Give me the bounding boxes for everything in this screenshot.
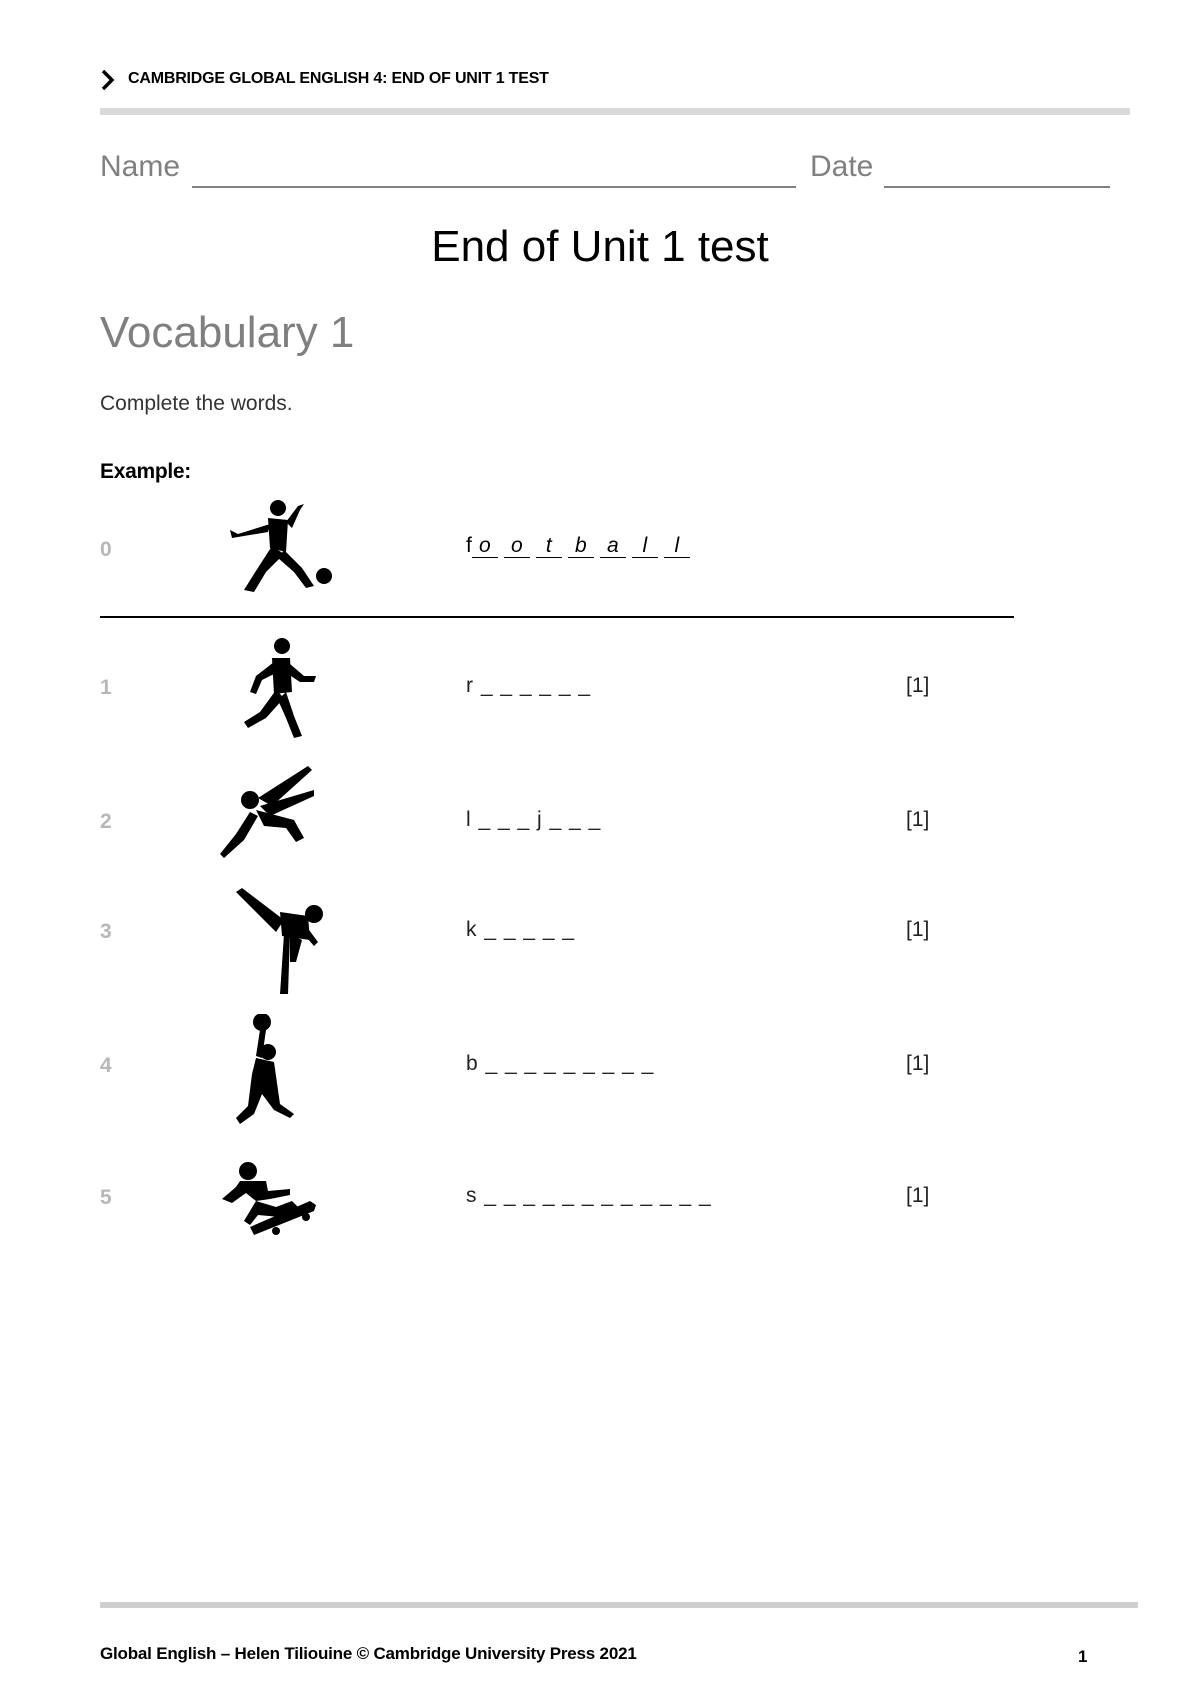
marks-label: [1]: [906, 808, 930, 831]
chevron-right-icon: [100, 68, 116, 92]
question-row: [100, 760, 1000, 880]
example-answer-letter: o: [472, 535, 498, 558]
page-title: End of Unit 1 test: [431, 222, 769, 271]
example-row: [100, 494, 1000, 614]
long-jumper-icon: [210, 760, 340, 880]
footer-divider: [100, 1602, 1138, 1608]
word-prompt[interactable]: b _ _ _ _ _ _ _ _ _: [466, 1052, 655, 1075]
name-field[interactable]: [192, 186, 796, 188]
header-title: CAMBRIDGE GLOBAL ENGLISH 4: END OF UNIT 1 TEST: [128, 70, 549, 87]
example-answer: [466, 534, 696, 558]
word-prompt[interactable]: k _ _ _ _ _: [466, 918, 576, 941]
skateboarder-icon: [210, 1146, 340, 1266]
student-fields: [100, 150, 1110, 190]
word-prompt[interactable]: r _ _ _ _ _ _: [466, 674, 592, 697]
row-number: 0: [100, 538, 112, 561]
example-divider: [100, 616, 1014, 618]
marks-label: [1]: [906, 918, 930, 941]
row-number: 2: [100, 810, 112, 833]
question-row: [100, 882, 1000, 1002]
example-answer-letter: t: [536, 535, 562, 558]
football-player-icon: [210, 494, 340, 614]
example-answer-letter: b: [568, 535, 594, 558]
word-prompt[interactable]: l _ _ _ j _ _ _: [466, 808, 602, 831]
word-prompt[interactable]: s _ _ _ _ _ _ _ _ _ _ _ _: [466, 1184, 712, 1207]
basketball-player-icon: [210, 1014, 340, 1134]
example-label: Example:: [100, 460, 191, 483]
date-label: Date: [810, 150, 874, 183]
page-number: 1: [1078, 1647, 1088, 1666]
runner-icon: [210, 636, 340, 756]
marks-label: [1]: [906, 674, 930, 697]
example-answer-letter: l: [664, 535, 690, 558]
question-row: [100, 1014, 1000, 1134]
row-number: 4: [100, 1054, 112, 1077]
header-divider: [100, 108, 1130, 115]
date-field[interactable]: [884, 186, 1110, 188]
karate-kick-icon: [210, 882, 340, 1002]
row-number: 5: [100, 1186, 112, 1209]
example-answer-letter: a: [600, 535, 626, 558]
row-number: 1: [100, 676, 112, 699]
marks-label: [1]: [906, 1052, 930, 1075]
question-row: [100, 1146, 1000, 1266]
question-row: [100, 636, 1000, 756]
example-answer-letter: o: [504, 535, 530, 558]
instruction-text: Complete the words.: [100, 392, 293, 415]
section-title: Vocabulary 1: [100, 308, 355, 357]
example-first-letter: f: [466, 534, 472, 557]
example-answer-letter: l: [632, 535, 658, 558]
name-label: Name: [100, 150, 181, 183]
row-number: 3: [100, 920, 112, 943]
marks-label: [1]: [906, 1184, 930, 1207]
footer-credit: Global English – Helen Tiliouine © Cambridge University Press 2021: [100, 1644, 637, 1663]
